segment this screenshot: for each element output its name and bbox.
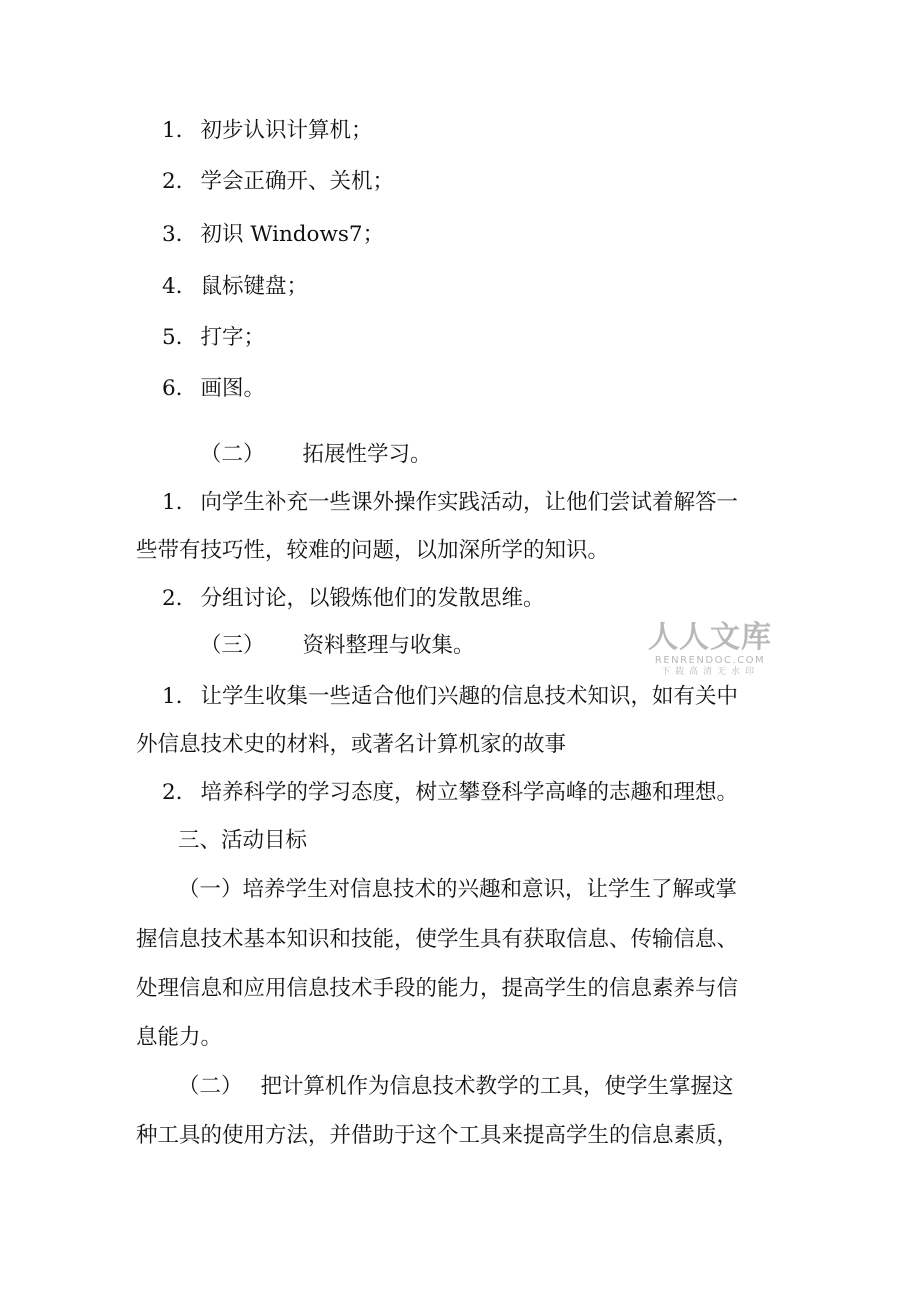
extension-item-2: [162, 585, 822, 613]
item-text: 初识 Windows7；: [200, 222, 385, 247]
item-number: 5.: [162, 325, 183, 350]
goal-1-line-2: [136, 926, 796, 954]
course-item-6: [162, 375, 822, 403]
section-label: （二）: [200, 442, 265, 467]
item-text: 让学生收集一些适合他们兴趣的信息技术知识，如有关中: [200, 684, 739, 709]
course-item-3: [162, 221, 822, 249]
goal-1-line-1: [178, 876, 838, 904]
section-heading-extension: [200, 441, 860, 469]
paragraph-text: 处理信息和应用信息技术手段的能力，提高学生的信息素养与信: [136, 976, 739, 1001]
section-label: （三）: [200, 633, 265, 658]
item-text: 鼠标键盘；: [200, 274, 309, 299]
section-title: 资料整理与收集。: [302, 633, 475, 658]
extension-item-1-continuation: [136, 537, 796, 565]
paragraph-text: 息能力。: [136, 1025, 223, 1050]
watermark-logo: [645, 621, 775, 678]
item-text: 培养科学的学习态度，树立攀登科学高峰的志趣和理想。: [200, 780, 739, 805]
item-number: 1.: [162, 118, 183, 143]
watermark-subtitle: 下载高清无水印: [660, 667, 759, 677]
watermark-title: 人人文库: [648, 620, 772, 655]
item-number: 1.: [162, 490, 183, 515]
item-text: 画图。: [200, 376, 266, 401]
item-number: 2.: [162, 780, 183, 805]
collection-item-2: [162, 779, 822, 807]
section-title: 拓展性学习。: [302, 442, 432, 467]
watermark-url: RENRENDOC.COM: [654, 655, 766, 666]
extension-item-1: [162, 489, 822, 517]
paragraph-text: （一）培养学生对信息技术的兴趣和意识，让学生了解或掌: [178, 877, 738, 902]
collection-item-1-continuation: [136, 731, 796, 759]
item-text: 初步认识计算机；: [200, 118, 373, 143]
goal-2-line-2: [136, 1122, 796, 1150]
item-number: 2.: [162, 169, 183, 194]
item-text: 打字；: [200, 325, 266, 350]
item-text: 学会正确开、关机；: [200, 169, 395, 194]
course-item-4: [162, 273, 822, 301]
item-number: 6.: [162, 376, 183, 401]
paragraph-text: 把计算机作为信息技术教学的工具，使学生掌握这: [260, 1074, 734, 1099]
item-text: 外信息技术史的材料，或著名计算机家的故事: [136, 732, 567, 757]
goal-1-line-4: [136, 1024, 796, 1052]
item-text: 些带有技巧性，较难的问题，以加深所学的知识。: [136, 538, 610, 563]
goal-1-line-3: [136, 975, 796, 1003]
item-text: 分组讨论，以锻炼他们的发散思维。: [200, 586, 545, 611]
item-number: 4.: [162, 274, 183, 299]
section-label: （二）: [178, 1074, 243, 1099]
heading-text: 三、活动目标: [178, 828, 308, 853]
item-number: 1.: [162, 684, 183, 709]
paragraph-text: 种工具的使用方法，并借助于这个工具来提高学生的信息素质，: [136, 1123, 739, 1148]
course-item-1: [162, 117, 822, 145]
course-item-5: [162, 324, 822, 352]
paragraph-text: 握信息技术基本知识和技能，使学生具有获取信息、传输信息、: [136, 927, 739, 952]
item-number: 3.: [162, 222, 183, 247]
goal-2-line-1: [178, 1073, 838, 1101]
collection-item-1: [162, 683, 822, 711]
item-text: 向学生补充一些课外操作实践活动，让他们尝试着解答一: [200, 490, 739, 515]
item-number: 2.: [162, 586, 183, 611]
course-item-2: [162, 168, 822, 196]
goals-heading: [178, 827, 838, 855]
